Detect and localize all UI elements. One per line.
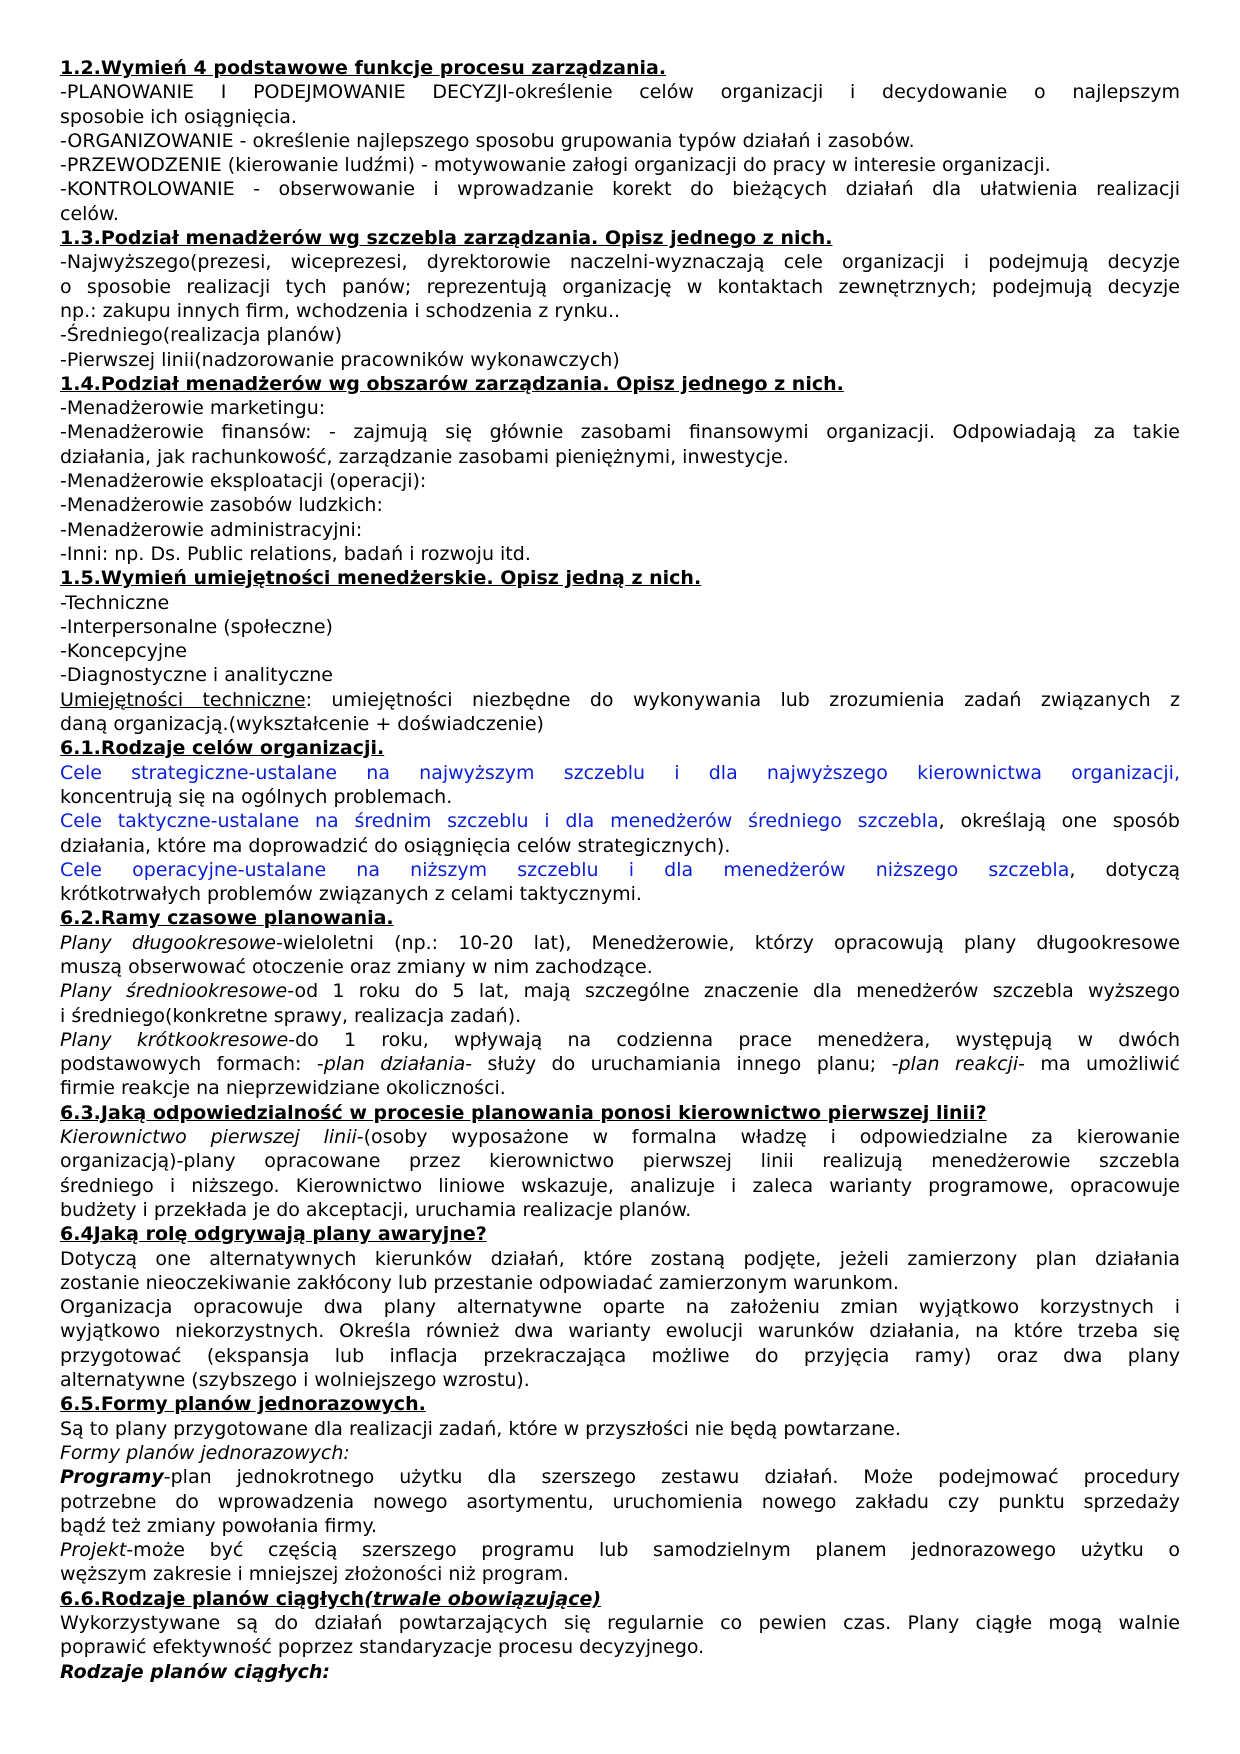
text-run: -Menadżerowie eksploatacji (operacji): (60, 470, 427, 493)
text-run: -plan jednokrotnego użytku dla szerszego zestawu działań. Może podejmować procedury (163, 1466, 1180, 1489)
text-run: np.: zakupu innych firm, wchodzenia i schodzenia z rynku.. (60, 299, 621, 322)
text-line (60, 1052, 1180, 1076)
text-line (60, 1562, 1180, 1586)
text-run: działania, które ma doprowadzić do osiągnięcia celów strategicznych). (60, 834, 731, 857)
text-line (60, 153, 1180, 177)
text-run: Projekt (60, 1539, 127, 1562)
text-line (60, 1368, 1180, 1392)
text-run: o sposobie realizacji tych panów; reprezentują organizację w kontaktach zewnętrznych; podejmują decyzje (60, 275, 1180, 298)
text-line (60, 493, 1180, 517)
text-line (60, 834, 1180, 858)
text-run: Plany średniookresowe (60, 980, 288, 1003)
text-run: -może być częścią szerszego programu lub samodzielnym planem jednorazowego użytku o (126, 1539, 1180, 1562)
text-run: organizacją)-plany opracowane przez kierownictwo pierwszej linii realizują menedżerowie szczebla (60, 1150, 1180, 1173)
text-line (60, 105, 1180, 129)
text-line (60, 1344, 1180, 1368)
text-line (60, 1465, 1180, 1489)
text-run: koncentrują się na ogólnych problemach. (60, 785, 453, 808)
text-run: Cele operacyjne-ustalane na niższym szczeblu i dla menedżerów niższego szczebla (60, 858, 1070, 881)
text-run: -PRZEWODZENIE (kierowanie ludźmi) - motywowanie załogi organizacji do pracy w interesie organizacji. (60, 154, 1051, 177)
text-line (60, 1660, 1180, 1684)
text-line (60, 1417, 1180, 1441)
text-line (60, 1538, 1180, 1562)
text-run: -(osoby wyposażone w formalna władzę i odpowiedzialne za kierowanie (356, 1126, 1180, 1149)
text-run: Plany długookresowe (60, 931, 276, 954)
text-line (60, 1319, 1180, 1343)
text-line (60, 712, 1180, 736)
text-run: budżety i przekłada je do akceptacji, uruchamia realizacje planów. (60, 1198, 692, 1221)
text-line (60, 129, 1180, 153)
text-run: , dotyczą (1069, 858, 1180, 881)
text-run: potrzebne do wprowadzenia nowego asortymentu, uruchomienia nowego zakładu czy punktu sprzedaży (60, 1490, 1180, 1513)
text-line (60, 80, 1180, 104)
text-run: -Menadżerowie zasobów ludzkich: (60, 494, 383, 517)
text-run: Organizacja opracowuje dwa plany alternatywne oparte na założeniu zmian wyjątkowo korzystnych i (60, 1296, 1180, 1319)
text-run: -Średniego(realizacja planów) (60, 324, 343, 347)
text-run: -Diagnostyczne i analityczne (60, 664, 333, 687)
text-run: -Najwyższego(prezesi, wiceprezesi, dyrektorowie naczelni-wyznaczają cele organizacji i podejmują decyzje (60, 251, 1180, 274)
text-run: , określają one sposób (938, 810, 1180, 833)
text-run: plan działania (323, 1053, 466, 1076)
text-run: Cele strategiczne-ustalane na najwyższym szczeblu i dla najwyższego kierownictwa organizacji, (60, 761, 1180, 784)
text-run: Formy planów jednorazowych: (60, 1441, 350, 1464)
text-line (60, 275, 1180, 299)
text-run: plan reakcji (898, 1053, 1019, 1076)
text-line (60, 1198, 1180, 1222)
text-line (60, 1611, 1180, 1635)
text-run: (trwale obowiązujące) (364, 1587, 602, 1610)
text-run: -PLANOWANIE I PODEJMOWANIE DECYZJI-określenie celów organizacji i decydowanie o najlepszym (60, 81, 1180, 104)
text-run: zostanie nieoczekiwanie zakłócony lub przestanie odpowiadać zamierzonym warunkom. (60, 1271, 899, 1294)
text-line (60, 688, 1180, 712)
text-line (60, 1028, 1180, 1052)
section-heading: 1.3.Podział menadżerów wg szczebla zarządzania. Opisz jednego z nich. (60, 227, 833, 250)
text-run: węższym zakresie i mniejszej złożoności niż program. (60, 1563, 569, 1586)
text-line (60, 955, 1180, 979)
text-run: celów. (60, 202, 119, 225)
text-run: -KONTROLOWANIE - obserwowanie i wprowadzanie korekt do bieżących działań dla ułatwienia realizacji (60, 178, 1180, 201)
text-line (60, 809, 1180, 833)
section-heading: 6.1.Rodzaje celów organizacji. (60, 737, 385, 760)
text-run: 6.6.Rodzaje planów ciągłych (60, 1587, 365, 1610)
text-run: sposobie ich osiągnięcia. (60, 105, 297, 128)
text-run: -wieloletni (np.: 10-20 lat), Menedżerowie, którzy opracowują plany długookresowe (275, 931, 1180, 954)
section-heading: 6.3.Jaką odpowiedzialność w procesie planowania ponosi kierownictwo pierwszej linii? (60, 1101, 987, 1124)
text-run: -Techniczne (60, 591, 170, 614)
text-run: Rodzaje planów ciągłych: (60, 1660, 331, 1683)
text-line (60, 1271, 1180, 1295)
section-heading: 1.4.Podział menadżerów wg obszarów zarządzania. Opisz jednego z nich. (60, 372, 844, 395)
text-line (60, 1441, 1180, 1465)
text-line (60, 1247, 1180, 1271)
text-run: Kierownictwo pierwszej linii (60, 1126, 357, 1149)
text-run: alternatywne (szybszego i wolniejszego wzrostu). (60, 1369, 530, 1392)
text-run: -od 1 roku do 5 lat, mają szczególne znaczenie dla menedżerów szczebla wyższego (287, 980, 1180, 1003)
section-heading: 6.5.Formy planów jednorazowych. (60, 1393, 426, 1416)
text-line (60, 1174, 1180, 1198)
text-run: Programy (60, 1466, 164, 1489)
text-run: -Menadżerowie administracyjni: (60, 518, 363, 541)
text-run: i średniego(konkretne sprawy, realizacja zadań). (60, 1004, 522, 1027)
section-heading: 6.4Jaką rolę odgrywają plany awaryjne? (60, 1223, 487, 1246)
text-run: -Interpersonalne (społeczne) (60, 615, 333, 638)
text-run: daną organizacją.(wykształcenie + doświadczenie) (60, 713, 544, 736)
text-line (60, 639, 1180, 663)
text-line (60, 615, 1180, 639)
text-run: wyjątkowo niekorzystnych. Określa również dwa warianty ewolucji warunków działania, na które trzeba się (60, 1320, 1180, 1343)
text-run: -do 1 roku, wpływają na codzienna prace menedżera, występują w dwóch (288, 1028, 1180, 1051)
text-line (60, 1125, 1180, 1149)
text-line (60, 858, 1180, 882)
text-line (60, 518, 1180, 542)
text-run: średniego i niższego. Kierownictwo liniowe wskazuje, analizuje i zaleca warianty programowe, opracowuje (60, 1174, 1180, 1197)
text-run: muszą obserwować otoczenie oraz zmiany w nim zachodzące. (60, 955, 653, 978)
text-line (60, 469, 1180, 493)
section-heading: 1.5.Wymień umiejętności menedżerskie. Opisz jedną z nich. (60, 567, 702, 590)
text-run: krótkotrwałych problemów związanych z celami taktycznymi. (60, 883, 642, 906)
text-run: poprawić efektywność poprzez standaryzacje procesu decyzyjnego. (60, 1636, 705, 1659)
text-run: firmie reakcje na nieprzewidziane okoliczności. (60, 1077, 506, 1100)
text-line (60, 323, 1180, 347)
text-line (60, 202, 1180, 226)
text-line (60, 542, 1180, 566)
text-run: -Menadżerowie finansów: - zajmują się głównie zasobami finansowymi organizacji. Odpowiadają za takie (60, 421, 1180, 444)
text-run: Wykorzystywane są do działań powtarzających się regularnie co pewien czas. Plany ciągłe mogą walnie (60, 1612, 1180, 1634)
text-run: Umiejętności techniczne (60, 688, 306, 711)
text-run: -Koncepcyjne (60, 640, 187, 663)
text-line (60, 177, 1180, 201)
text-run: działania, jak rachunkowość, zarządzanie zasobami pieniężnymi, inwestycje. (60, 445, 789, 468)
text-line (60, 445, 1180, 469)
section-heading: 6.2.Ramy czasowe planowania. (60, 907, 394, 930)
text-line (60, 663, 1180, 687)
text-line (60, 1490, 1180, 1514)
text-run: - ma umożliwić (1018, 1053, 1180, 1076)
text-line (60, 420, 1180, 444)
text-line (60, 761, 1180, 785)
text-line (60, 1149, 1180, 1173)
text-run: Są to plany przygotowane dla realizacji zadań, które w przyszłości nie będą powtarzane. (60, 1417, 901, 1440)
text-line (60, 1635, 1180, 1659)
text-line (60, 931, 1180, 955)
text-run: bądź też zmiany powołania firmy. (60, 1514, 378, 1537)
text-line (60, 1295, 1180, 1319)
text-run: podstawowych formach: - (60, 1053, 324, 1076)
text-run: -Inni: np. Ds. Public relations, badań i rozwoju itd. (60, 542, 531, 565)
text-line (60, 250, 1180, 274)
text-line (60, 396, 1180, 420)
text-run: Plany krótkookresowe (60, 1028, 289, 1051)
text-run: -Pierwszej linii(nadzorowanie pracowników wykonawczych) (60, 348, 620, 371)
text-run: przygotować (ekspansja lub inflacja przekraczająca możliwe do przyjęcia ramy) oraz dwa plany (60, 1344, 1180, 1367)
text-line (60, 299, 1180, 323)
text-run: - służy do uruchamiania innego planu; - (465, 1053, 899, 1076)
text-line (60, 1004, 1180, 1028)
text-line (60, 591, 1180, 615)
text-line (60, 348, 1180, 372)
text-run: Dotyczą one alternatywnych kierunków działań, które zostaną podjęte, jeżeli zamierzony plan działania (60, 1247, 1180, 1270)
text-line (60, 882, 1180, 906)
text-run: -Menadżerowie marketingu: (60, 397, 326, 420)
text-line (60, 979, 1180, 1003)
text-run: Cele taktyczne-ustalane na średnim szczeblu i dla menedżerów średniego szczebla (60, 810, 939, 833)
section-heading: 1.2.Wymień 4 podstawowe funkcje procesu zarządzania. (60, 57, 667, 79)
text-line (60, 1076, 1180, 1100)
text-run: -ORGANIZOWANIE - określenie najlepszego sposobu grupowania typów działań i zasobów. (60, 129, 915, 152)
text-run: : umiejętności niezbędne do wykonywania lub zrozumienia zadań związanych z (305, 688, 1180, 711)
text-line (60, 785, 1180, 809)
text-line (60, 1514, 1180, 1538)
section-heading (60, 1587, 1180, 1611)
